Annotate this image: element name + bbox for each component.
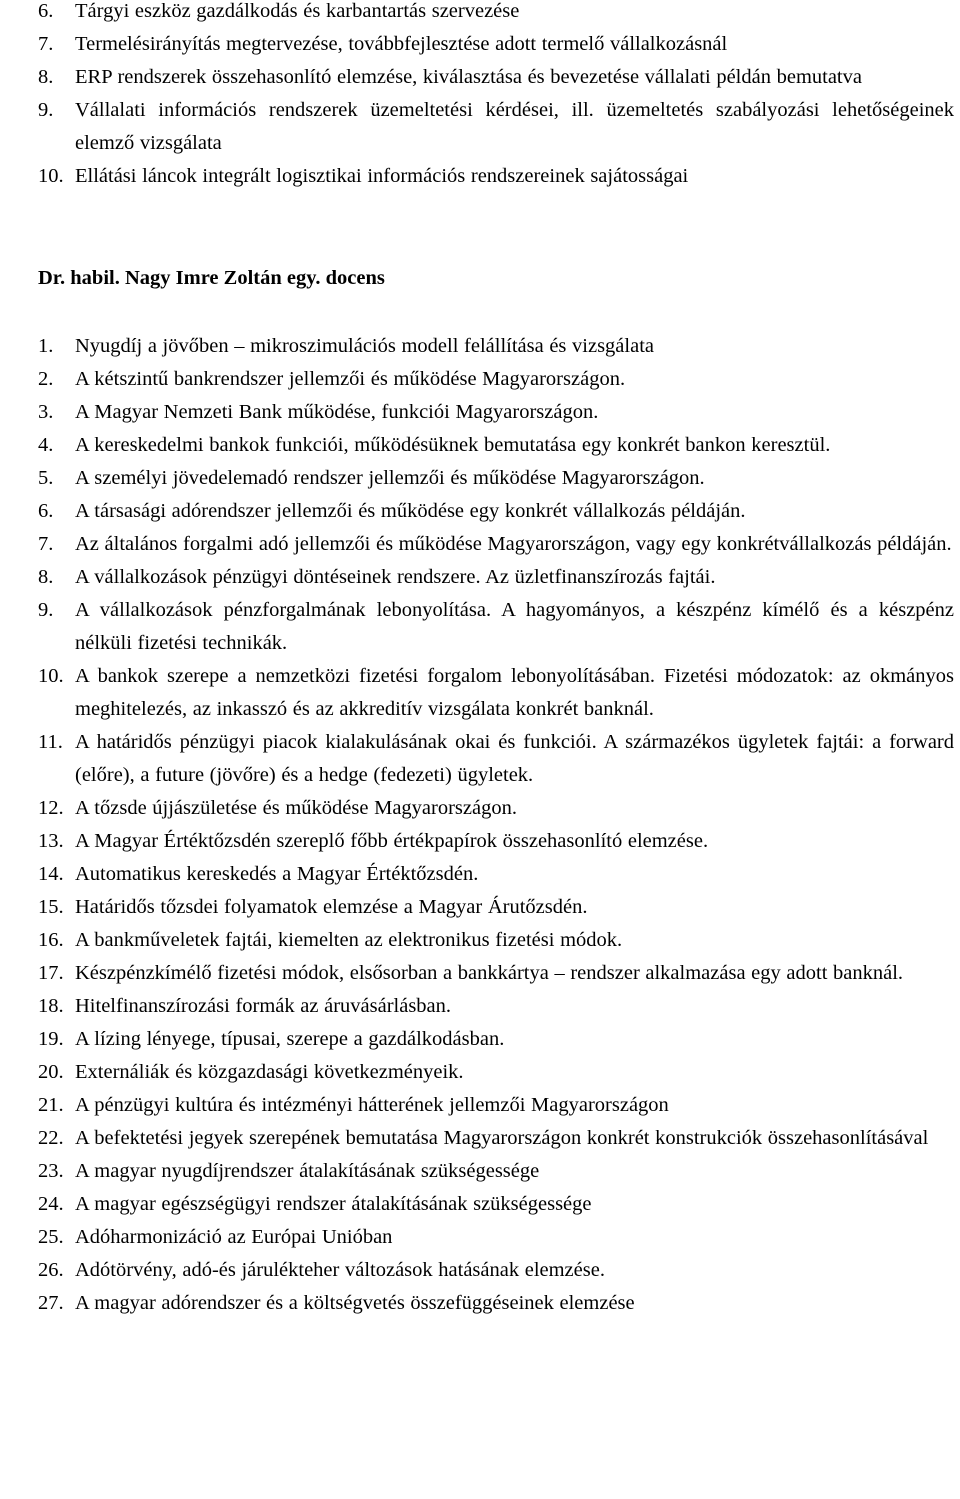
item-text: A bankműveletek fajtái, kiemelten az elektronikus fizetési módok.: [75, 929, 623, 951]
item-text: A magyar adórendszer és a költségvetés összefüggéseinek elemzése: [75, 1292, 635, 1314]
item-text: A bankok szerepe a nemzetközi fizetési forgalom lebonyolításában. Fizetési módozatok: az okmányos meghitelezés, az inkasszó és az akkreditív vizsgálata konkrét banknál.: [75, 665, 954, 720]
item-number: 10.: [38, 165, 64, 187]
list-item: [0, 957, 954, 990]
list-item: [0, 792, 954, 825]
item-number: 20.: [38, 1061, 64, 1083]
list-item: [0, 858, 954, 891]
item-text: A Magyar Nemzeti Bank működése, funkciói Magyarországon.: [75, 401, 599, 423]
list-item: [0, 1254, 954, 1287]
list-item: [0, 160, 954, 193]
list-item: [0, 94, 954, 160]
item-number: 1.: [38, 335, 54, 357]
item-number: 4.: [38, 434, 54, 456]
item-text: A tőzsde újjászületése és működése Magyarországon.: [75, 797, 517, 819]
item-text: Externáliák és közgazdasági következményeik.: [75, 1061, 464, 1083]
list-item: [0, 1287, 954, 1320]
item-text: Nyugdíj a jövőben – mikroszimulációs modell felállítása és vizsgálata: [75, 335, 654, 357]
item-text: A befektetési jegyek szerepének bemutatása Magyarországon konkrét konstrukciók összehasonlításával: [75, 1127, 929, 1149]
item-text: A magyar nyugdíjrendszer átalakításának szükségessége: [75, 1160, 540, 1182]
item-text: Tárgyi eszköz gazdálkodás és karbantartás szervezése: [75, 0, 520, 22]
list-item: [0, 891, 954, 924]
item-number: 22.: [38, 1127, 64, 1149]
list-item: [0, 1122, 954, 1155]
item-number: 12.: [38, 797, 64, 819]
item-text: A személyi jövedelemadó rendszer jellemzői és működése Magyarországon.: [75, 467, 705, 489]
item-text: Adótörvény, adó-és járulékteher változások hatásának elemzése.: [75, 1259, 605, 1281]
list-item: [0, 825, 954, 858]
item-number: 26.: [38, 1259, 64, 1281]
item-number: 16.: [38, 929, 64, 951]
item-text: Készpénzkímélő fizetési módok, elsősorban a bankkártya – rendszer alkalmazása egy adott banknál.: [75, 962, 904, 984]
item-text: A pénzügyi kultúra és intézményi hátterének jellemzői Magyarországon: [75, 1094, 669, 1116]
list-item: [0, 462, 954, 495]
item-text: A magyar egészségügyi rendszer átalakításának szükségessége: [75, 1193, 592, 1215]
supervisor-heading: Dr. habil. Nagy Imre Zoltán egy. docens: [38, 267, 385, 289]
list-item: [0, 528, 954, 561]
item-text: Határidős tőzsdei folyamatok elemzése a Magyar Árutőzsdén.: [75, 896, 588, 918]
item-number: 23.: [38, 1160, 64, 1182]
item-number: 13.: [38, 830, 64, 852]
list-item: [0, 990, 954, 1023]
item-number: 27.: [38, 1292, 64, 1314]
topic-list-supervisor: [0, 330, 954, 1320]
item-number: 18.: [38, 995, 64, 1017]
list-item: [0, 0, 954, 28]
item-text: A kereskedelmi bankok funkciói, működésüknek bemutatása egy konkrét bankon keresztül.: [75, 434, 831, 456]
list-item: [0, 1155, 954, 1188]
item-number: 3.: [38, 401, 54, 423]
item-text: Adóharmonizáció az Európai Unióban: [75, 1226, 393, 1248]
list-item: [0, 660, 954, 726]
item-number: 25.: [38, 1226, 64, 1248]
item-number: 6.: [38, 0, 54, 22]
item-number: 7.: [38, 33, 54, 55]
item-text: A vállalkozások pénzforgalmának lebonyolítása. A hagyományos, a készpénz kímélő és a készpénz nélküli fizetési technikák.: [75, 599, 954, 654]
item-number: 21.: [38, 1094, 64, 1116]
list-item: [0, 1023, 954, 1056]
list-item: [0, 396, 954, 429]
item-number: 24.: [38, 1193, 64, 1215]
item-number: 2.: [38, 368, 54, 390]
item-number: 8.: [38, 566, 54, 588]
list-item: [0, 561, 954, 594]
item-number: 9.: [38, 599, 54, 621]
item-text: Termelésirányítás megtervezése, továbbfejlesztése adott termelő vállalkozásnál: [75, 33, 728, 55]
item-text: ERP rendszerek összehasonlító elemzése, kiválasztása és bevezetése vállalati példán bemutatva: [75, 66, 862, 88]
item-text: A társasági adórendszer jellemzői és működése egy konkrét vállalkozás példáján.: [75, 500, 746, 522]
list-item: [0, 495, 954, 528]
list-item: [0, 61, 954, 94]
item-text: A határidős pénzügyi piacok kialakulásának okai és funkciói. A származékos ügyletek fajtái: a forward (előre), a future (jövőre) és a hedge (fedezeti) ügyletek.: [75, 731, 954, 786]
list-item: [0, 726, 954, 792]
list-item: [0, 28, 954, 61]
item-number: 10.: [38, 665, 64, 687]
list-item: [0, 924, 954, 957]
list-item: [0, 429, 954, 462]
list-item: [0, 1221, 954, 1254]
item-text: Vállalati információs rendszerek üzemeltetési kérdései, ill. üzemeltetés szabályozási lehetőségeinek elemző vizsgálata: [75, 99, 954, 154]
item-number: 6.: [38, 500, 54, 522]
item-text: A lízing lényege, típusai, szerepe a gazdálkodásban.: [75, 1028, 505, 1050]
list-item: [0, 1089, 954, 1122]
item-number: 19.: [38, 1028, 64, 1050]
item-text: A Magyar Értéktőzsdén szereplő főbb értékpapírok összehasonlító elemzése.: [75, 830, 709, 852]
item-text: A vállalkozások pénzügyi döntéseinek rendszere. Az üzletfinanszírozás fajtái.: [75, 566, 716, 588]
list-item: [0, 594, 954, 660]
item-text: Ellátási láncok integrált logisztikai információs rendszereinek sajátosságai: [75, 165, 689, 187]
list-item: [0, 330, 954, 363]
item-number: 11.: [38, 731, 63, 753]
list-item: [0, 363, 954, 396]
item-number: 8.: [38, 66, 54, 88]
item-number: 17.: [38, 962, 64, 984]
list-item: [0, 1188, 954, 1221]
item-number: 9.: [38, 99, 54, 121]
item-text: Az általános forgalmi adó jellemzői és működése Magyarországon, vagy egy konkrétvállalkozás példáján.: [75, 533, 952, 555]
item-text: A kétszintű bankrendszer jellemzői és működése Magyarországon.: [75, 368, 626, 390]
item-number: 15.: [38, 896, 64, 918]
item-text: Hitelfinanszírozási formák az áruvásárlásban.: [75, 995, 452, 1017]
item-number: 14.: [38, 863, 64, 885]
list-item: [0, 1056, 954, 1089]
item-number: 5.: [38, 467, 54, 489]
item-text: Automatikus kereskedés a Magyar Értéktőzsdén.: [75, 863, 479, 885]
topic-list-previous: [0, 0, 954, 193]
item-number: 7.: [38, 533, 54, 555]
